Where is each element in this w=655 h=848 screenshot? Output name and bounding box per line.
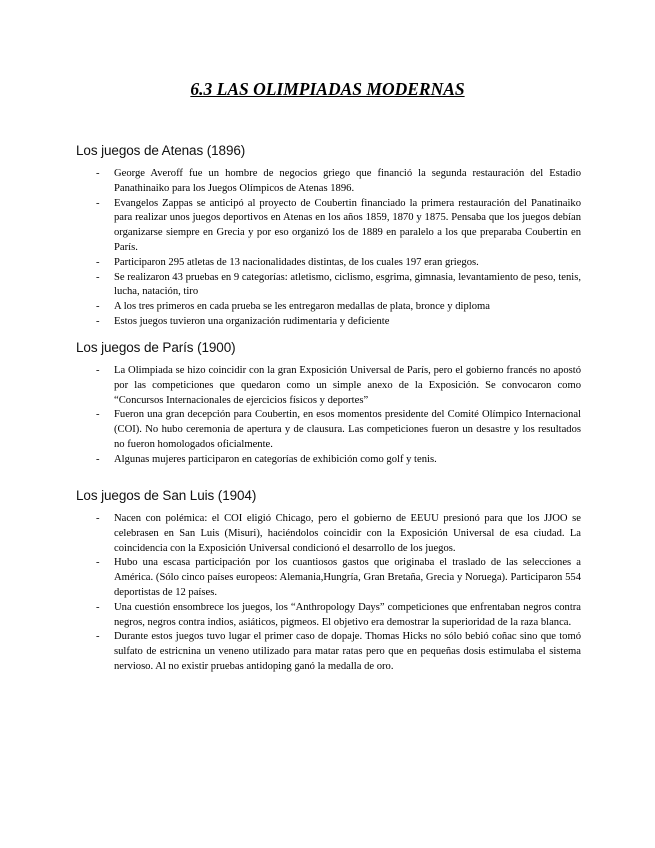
page-title: 6.3 LAS OLIMPIADAS MODERNAS <box>190 79 465 99</box>
dash-bullet-icon: - <box>96 409 100 421</box>
dash-bullet-icon: - <box>96 513 100 524</box>
section-san-luis-1904 <box>76 488 581 675</box>
list-item: - A los tres primeros en cada prueba se les entregaron medallas de plata, bronce y diploma <box>76 300 581 315</box>
list-item: - Una cuestión ensombrece los juegos, los “Anthropology Days” competiciones que enfrentaban negros contra negros, negros contra indios, asiáticos, pigmeos. El objetivo era demostrar la superioridad de la raza blanca. <box>96 601 581 628</box>
list-item: - Estos juegos tuvieron una organización rudimentaria y deficiente <box>76 315 581 330</box>
dash-bullet-icon: - <box>96 557 100 569</box>
section-heading: Los juegos de París (1900) <box>76 340 236 355</box>
dash-bullet-icon: - <box>96 453 100 465</box>
dash-bullet-icon: - <box>96 168 100 179</box>
list-item: - Participaron 295 atletas de 13 nacionalidades distintas, de los cuales 197 eran griegos. <box>76 256 581 271</box>
list-item: - Algunas mujeres participaron en categorías de exhibición como golf y tenis. <box>76 453 581 468</box>
dash-bullet-icon: - <box>96 631 100 643</box>
dash-bullet-icon: - <box>96 301 100 313</box>
dash-bullet-icon: - <box>96 365 100 376</box>
list-item: - Fueron una gran decepción para Coubertin, en esos momentos presidente del Comité Olímpico Internacional (COI). No hubo ceremonia de apertura y de clausura. Las competiciones fueron un desastre y los resultados no fueron homologados oficialmente. <box>96 409 581 450</box>
dash-bullet-icon: - <box>96 256 100 268</box>
bullet-list <box>76 167 581 330</box>
list-item: - George Averoff fue un hombre de negocios griego que financió la segunda restauración del Estadio Panathinaiko para los Juegos Olímpicos de Atenas 1896. <box>96 168 581 194</box>
list-item: - Nacen con polémica: el COI eligió Chicago, pero el gobierno de EEUU presionó para que los JJOO se celebrasen en San Luis (Misuri), haciéndolos coincidir con la Exposición Universal de esa ciudad. La coincidencia con la Exposición Universal condicionó el desarrollo de los juegos. <box>96 513 581 554</box>
bullet-list <box>76 364 581 468</box>
list-item: - Hubo una escasa participación por los cuantiosos gastos que originaba el traslado de las selecciones a América. (Sólo cinco países europeos: Alemania,Hungría, Gran Bretaña, Grecia y Noruega). Participaron 554 deportistas de 12 países. <box>96 557 581 598</box>
list-item: - Se realizaron 43 pruebas en 9 categorías: atletismo, ciclismo, esgrima, gimnasia, levantamiento de peso, tenis, lucha, natación, tiro <box>96 271 581 298</box>
bullet-list <box>76 512 581 675</box>
list-item: - La Olimpiada se hizo coincidir con la gran Exposición Universal de París, pero el gobierno francés no apostó por las competiciones que quedaron como un simple anexo de la Exposición. Se convocaron como “Concursos Internacionales de ejercicios físicos y deportes” <box>96 365 581 406</box>
section-paris-1900 <box>76 340 581 468</box>
dash-bullet-icon: - <box>96 315 100 327</box>
section-atenas-1896 <box>76 143 581 330</box>
dash-bullet-icon: - <box>96 197 100 209</box>
dash-bullet-icon: - <box>96 271 100 283</box>
list-item: - Durante estos juegos tuvo lugar el primer caso de dopaje. Thomas Hicks no sólo bebió coñac sino que tomó sulfato de estricnina un veneno utilizado para matar ratas pero que en pequeñas dosis estimulaba el sistema nervioso. Al no existir pruebas antidoping ganó la medalla de oro. <box>96 631 581 672</box>
list-item: - Evangelos Zappas se anticipó al proyecto de Coubertin financiado la primera restauración del Panatinaiko para realizar unos juegos deportivos en Atenas en los años 1859, 1870 y 1875. Pensaba que los juegos debían organizarse siempre en Grecia y por eso organizó los de 1889 en paralelo a los que preparaba Coubertin en París. <box>96 197 581 253</box>
dash-bullet-icon: - <box>96 601 100 613</box>
section-heading: Los juegos de San Luis (1904) <box>76 488 257 503</box>
section-heading: Los juegos de Atenas (1896) <box>76 143 246 158</box>
